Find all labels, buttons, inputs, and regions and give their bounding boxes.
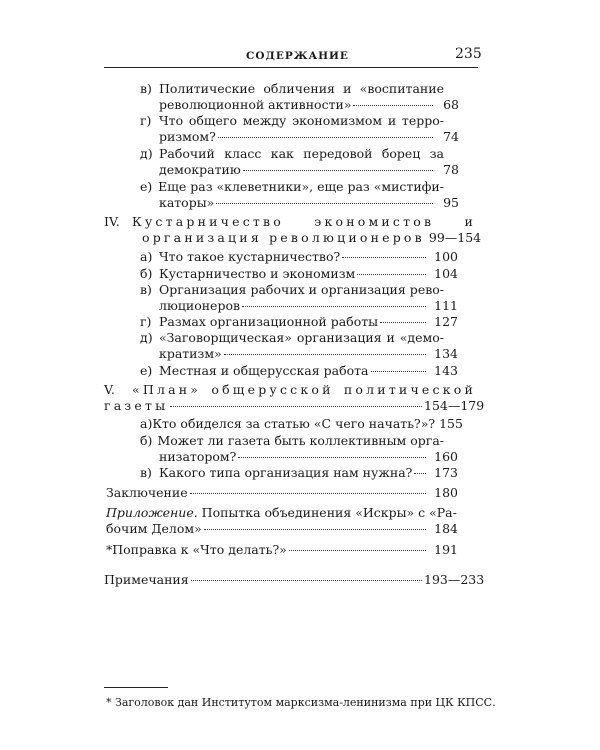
toc-page: 99—154 (428, 230, 482, 245)
dot-leader (204, 529, 426, 530)
footnote: * Заголовок дан Институтом марксизма-ленинизма при ЦК КПСС. (106, 696, 496, 709)
toc-page: 154—179 (424, 398, 485, 413)
toc-page: 104 (434, 266, 458, 281)
toc-page: 127 (434, 314, 458, 329)
footnote-rule (104, 687, 168, 688)
toc-page: 74 (443, 129, 459, 144)
dot-leader (289, 550, 426, 551)
toc-page: 184 (434, 521, 458, 536)
toc-text: Организация рабочих и организация рево- (159, 282, 444, 297)
toc-marker: в) (140, 465, 152, 480)
running-header-title: СОДЕРЖАНИЕ (246, 50, 349, 62)
toc-marker: г) (140, 314, 152, 329)
toc-text: низатором? (159, 449, 237, 464)
toc-text: демократию (159, 162, 241, 177)
toc-text: «Заговорщическая» организация и «демо- (159, 330, 444, 345)
dot-leader (243, 170, 433, 171)
toc-entry-line (159, 297, 458, 314)
chapter-number: V. (104, 382, 115, 397)
dot-leader (242, 306, 426, 307)
toc-entry-line (140, 112, 444, 129)
toc-entry-line (140, 362, 458, 379)
toc-entry-line (159, 448, 458, 465)
dot-leader (380, 322, 426, 323)
toc-page: 100 (434, 249, 458, 264)
toc-entry-line (140, 464, 458, 481)
dot-leader (190, 493, 426, 494)
toc-page: 155 (439, 416, 463, 431)
toc-marker: б) (140, 433, 153, 448)
toc-marker: в) (140, 282, 152, 297)
toc-text: Может ли газета быть коллективным орга- (157, 433, 444, 448)
toc-marker: е) (140, 363, 153, 378)
chapter-heading-line (104, 381, 476, 398)
toc-text: Размах организационной работы (159, 314, 379, 329)
dot-leader (371, 371, 427, 372)
toc-text: Попытка объединения «Искры» с «Ра- (197, 505, 457, 520)
toc-text: Какого типа организация нам нужна? (159, 465, 413, 480)
toc-marker: г) (140, 113, 152, 128)
page-number: 235 (455, 46, 482, 62)
toc-entry-line (159, 161, 459, 178)
toc-entry-line (106, 520, 458, 537)
toc-text: Местная и общерусская работа (159, 363, 369, 378)
chapter-title: Кустарничество экономистов и (132, 214, 476, 229)
toc-entry-line (140, 265, 458, 282)
toc-text: бочим Делом» (106, 521, 202, 536)
toc-text: ризмом? (159, 129, 216, 144)
toc-text: Политические обличения и «воспитание (159, 81, 444, 96)
toc-entry-line (140, 281, 444, 298)
toc-page: 143 (434, 363, 458, 378)
toc-entry-line (140, 415, 463, 432)
dot-leader (191, 580, 422, 581)
chapter-number: IV. (104, 214, 120, 229)
toc-page: 78 (443, 162, 459, 177)
toc-entry-line (140, 80, 444, 97)
toc-entry-line (140, 329, 444, 346)
toc-text: кратизм» (159, 346, 222, 361)
toc-entry-line (104, 571, 485, 588)
toc-marker: д) (140, 330, 153, 345)
toc-entry-line (159, 194, 459, 211)
toc-text: Еще раз «клеветники», еще раз «мистифи- (158, 179, 444, 194)
toc-entry-line (140, 248, 458, 265)
toc-marker: а) (140, 416, 153, 431)
toc-text: люционеров (159, 298, 241, 313)
appendix-label: Приложение. (106, 505, 198, 520)
toc-text: Кто обиделся за статью «С чего начать?»? (152, 416, 436, 431)
toc-marker: б) (140, 266, 153, 281)
dot-leader (353, 105, 433, 106)
toc-entry-line (106, 484, 458, 501)
toc-entry-line (140, 178, 444, 195)
toc-entry-line (159, 128, 459, 145)
header-rule (104, 67, 478, 68)
chapter-title: «План» общерусской политической (132, 382, 476, 397)
toc-page: 191 (434, 542, 458, 557)
toc-text: Что такое кустарничество? (159, 249, 341, 264)
dot-leader (170, 406, 422, 407)
toc-marker: е) (140, 179, 153, 194)
toc-page: 134 (434, 346, 458, 361)
toc-entry-line (140, 145, 444, 162)
chapter-heading-line (104, 397, 485, 414)
toc-entry-line (140, 432, 444, 449)
dot-leader (238, 457, 426, 458)
chapter-heading-line (142, 229, 480, 246)
toc-text: революционной активности» (159, 97, 352, 112)
toc-text: Заключение (106, 485, 188, 500)
toc-entry-line (106, 541, 458, 558)
chapter-title: газеты (104, 398, 169, 413)
chapter-heading-line (104, 213, 476, 230)
dot-leader (224, 354, 426, 355)
dot-leader (216, 203, 433, 204)
dot-leader (218, 137, 433, 138)
toc-page: 111 (434, 298, 458, 313)
toc-entry-line (159, 96, 459, 113)
dot-leader (342, 257, 426, 258)
toc-entry-line (106, 504, 457, 521)
toc-text: Кустарничество и экономизм (159, 266, 356, 281)
chapter-title: организация революционеров (142, 230, 425, 245)
toc-text: Рабочий класс как передовой борец за (159, 146, 444, 161)
toc-entry-line (159, 345, 458, 362)
toc-page: 95 (443, 195, 459, 210)
dot-leader (357, 274, 426, 275)
toc-page: 173 (434, 465, 458, 480)
toc-marker: д) (140, 146, 153, 161)
toc-page: 68 (443, 97, 459, 112)
toc-page: 180 (434, 485, 458, 500)
toc-entry-line (140, 313, 458, 330)
toc-text: *Поправка к «Что делать?» (106, 542, 287, 557)
toc-text: Примечания (104, 572, 189, 587)
toc-page: 160 (434, 449, 458, 464)
toc-text: Что общего между экономизмом и терро- (159, 113, 444, 128)
toc-marker: в) (140, 81, 152, 96)
toc-page: 193—233 (424, 572, 485, 587)
toc-marker: а) (140, 249, 153, 264)
dot-leader (414, 473, 426, 474)
toc-text: каторы» (159, 195, 215, 210)
